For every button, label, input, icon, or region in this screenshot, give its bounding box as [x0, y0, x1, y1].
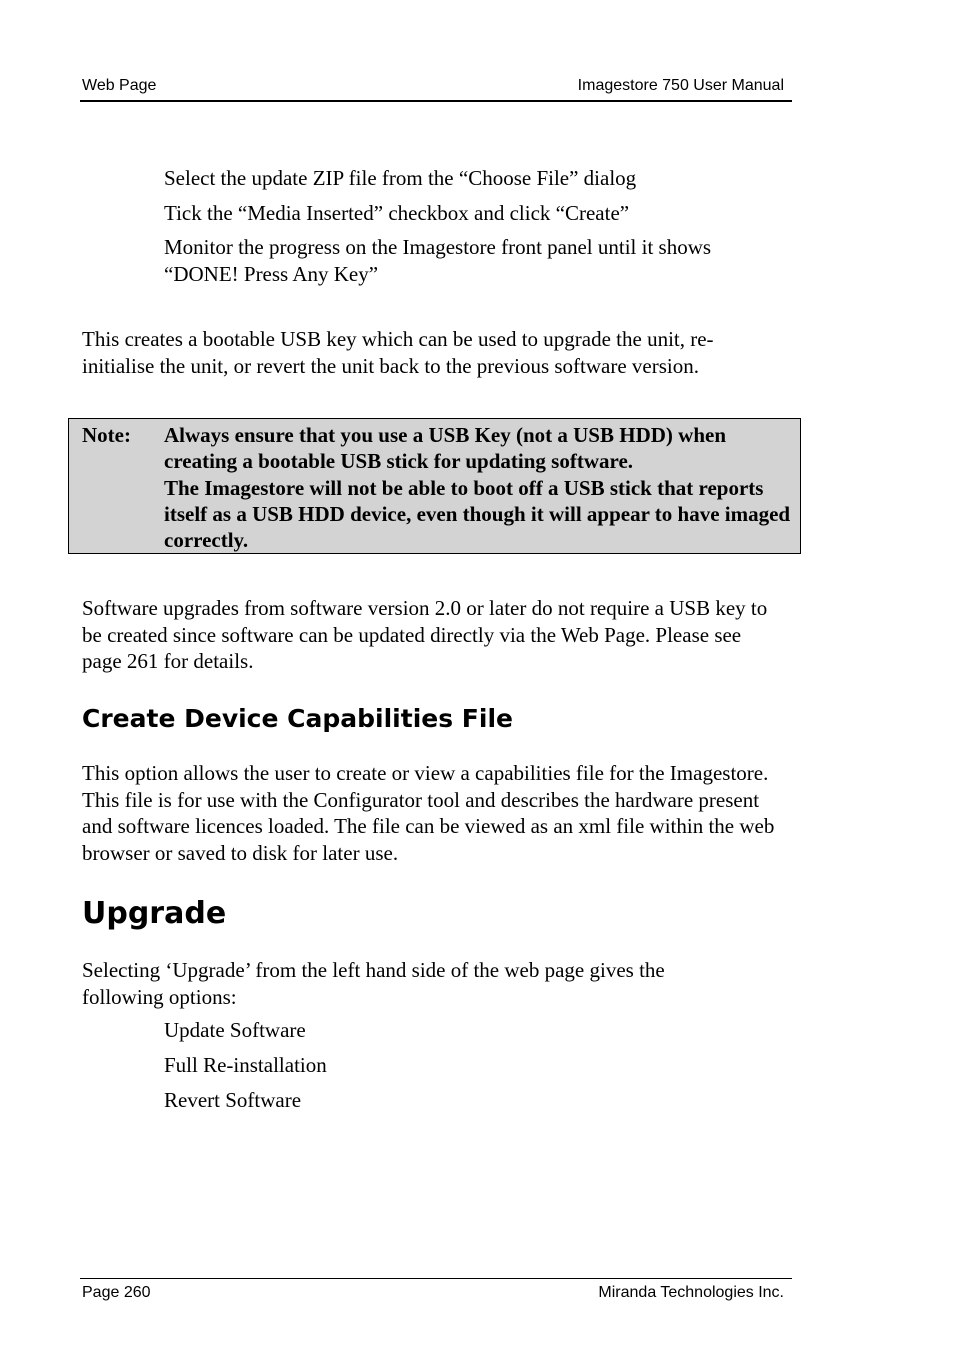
- option-update-software: Update Software: [164, 1018, 306, 1042]
- note-line-2: The Imagestore will not be able to boot off a USB stick that reports itself as a USB HDD device, even though it will appear to have imaged correctly.: [164, 475, 791, 553]
- paragraph-upgrade: Selecting ‘Upgrade’ from the left hand side of the web page gives the following options:: [82, 958, 665, 1009]
- header-section-title: Web Page: [82, 77, 157, 94]
- paragraph-upgrades: Software upgrades from software version 2.0 or later do not require a USB key to be created since software can be updated directly via the Web Page. Please see page 261 for details.: [82, 596, 768, 673]
- note-label: Note:: [82, 423, 131, 447]
- page-footer: [80, 1278, 792, 1307]
- heading-upgrade: Upgrade: [82, 896, 227, 931]
- option-full-reinstallation: Full Re-installation: [164, 1053, 327, 1077]
- note-box: [68, 418, 801, 554]
- footer-company: Miranda Technologies Inc.: [598, 1284, 784, 1301]
- paragraph-usb-key: This creates a bootable USB key which can be used to upgrade the unit, re-initialise the unit, or revert the unit back to the previous software version.: [82, 327, 714, 378]
- heading-capabilities: Create Device Capabilities File: [82, 704, 513, 733]
- paragraph-capabilities: This option allows the user to create or view a capabilities file for the Imagestore. This file is for use with the Configurator tool and describes the hardware present and software licences loaded. The file can be viewed as an xml file within the web browser or saved to disk for later use.: [82, 761, 775, 865]
- option-revert-software: Revert Software: [164, 1088, 302, 1112]
- note-text: [164, 422, 794, 553]
- header-manual-title: Imagestore 750 User Manual: [577, 77, 784, 94]
- footer-page-number: Page 260: [82, 1284, 151, 1301]
- step-monitor-progress: Monitor the progress on the Imagestore front panel until it shows “DONE! Press Any Key”: [164, 235, 712, 286]
- page-header: [80, 74, 792, 102]
- step-choose-file: Select the update ZIP file from the “Choose File” dialog: [164, 166, 637, 190]
- note-line-1: Always ensure that you use a USB Key (not a USB HDD) when creating a bootable USB stick for updating software.: [164, 423, 726, 474]
- step-media-inserted: Tick the “Media Inserted” checkbox and click “Create”: [164, 201, 630, 225]
